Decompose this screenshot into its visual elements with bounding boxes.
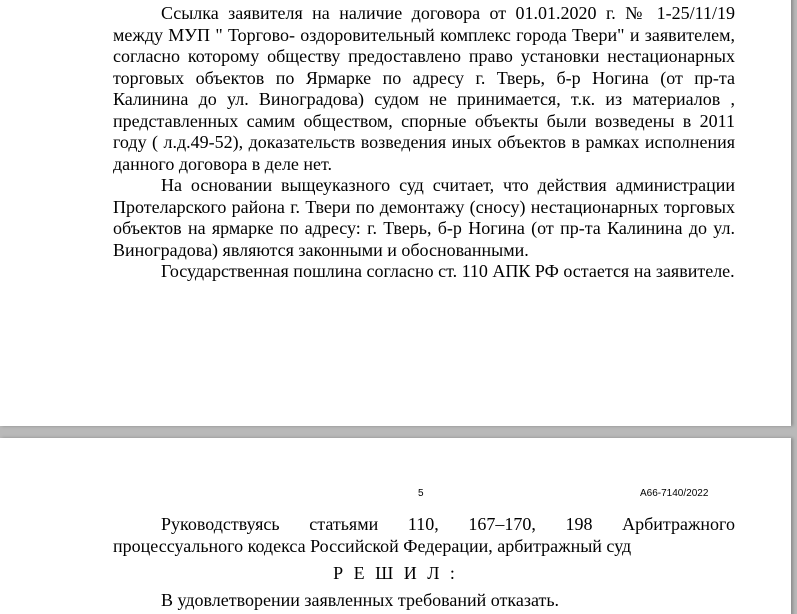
page-number: 5 xyxy=(418,488,424,499)
page-body-text xyxy=(113,514,735,557)
resolution-text: В удовлетворении заявленных требований отказать. xyxy=(161,590,560,610)
document-page-5 xyxy=(0,438,791,614)
decision-heading: Р Е Ш И Л : xyxy=(333,563,458,583)
paragraph-court-conclusion: На основании выщеуказного суд считает, что действия администрации Протеларского района г. Твери по демонтажу (сносу) нестационарных торговых объектов на ярмарке по адресу: г. Тверь, б-р Ногина (от пр-та Калинина до ул. Виноградова) являются законными и обоснованными. xyxy=(113,175,735,260)
case-number: А66-7140/2022 xyxy=(640,488,709,499)
paragraph-state-fee: Государственная пошлина согласно ст. 110 АПК РФ остается на заявителе. xyxy=(161,261,735,281)
paragraph-contract-reference: Ссылка заявителя на наличие договора от 01.01.2020 г. № 1-25/11/19 между МУП " Торгово- оздоровительный комплекс города Твери" и заявителем, согласно которому обществу предоставлено право установки нестационарных торговых объектов по Ярмарке по адресу г. Тверь, б-р Ногина (от пр-та Калинина до ул. Виноградова) судом не принимается, т.к. из материалов , представленных самим обществом, спорные объекты были возведены в 2011 году ( л.д.49-52), доказательств возведения иных объектов в рамках исполнения данного договора в деле нет. xyxy=(113,3,735,174)
page-body-text xyxy=(113,3,735,283)
paragraph-guided-by: Руководствуясь статьями 110, 167–170, 198 Арбитражного процессуального кодекса Российской Федерации, арбитражный суд xyxy=(113,514,735,556)
